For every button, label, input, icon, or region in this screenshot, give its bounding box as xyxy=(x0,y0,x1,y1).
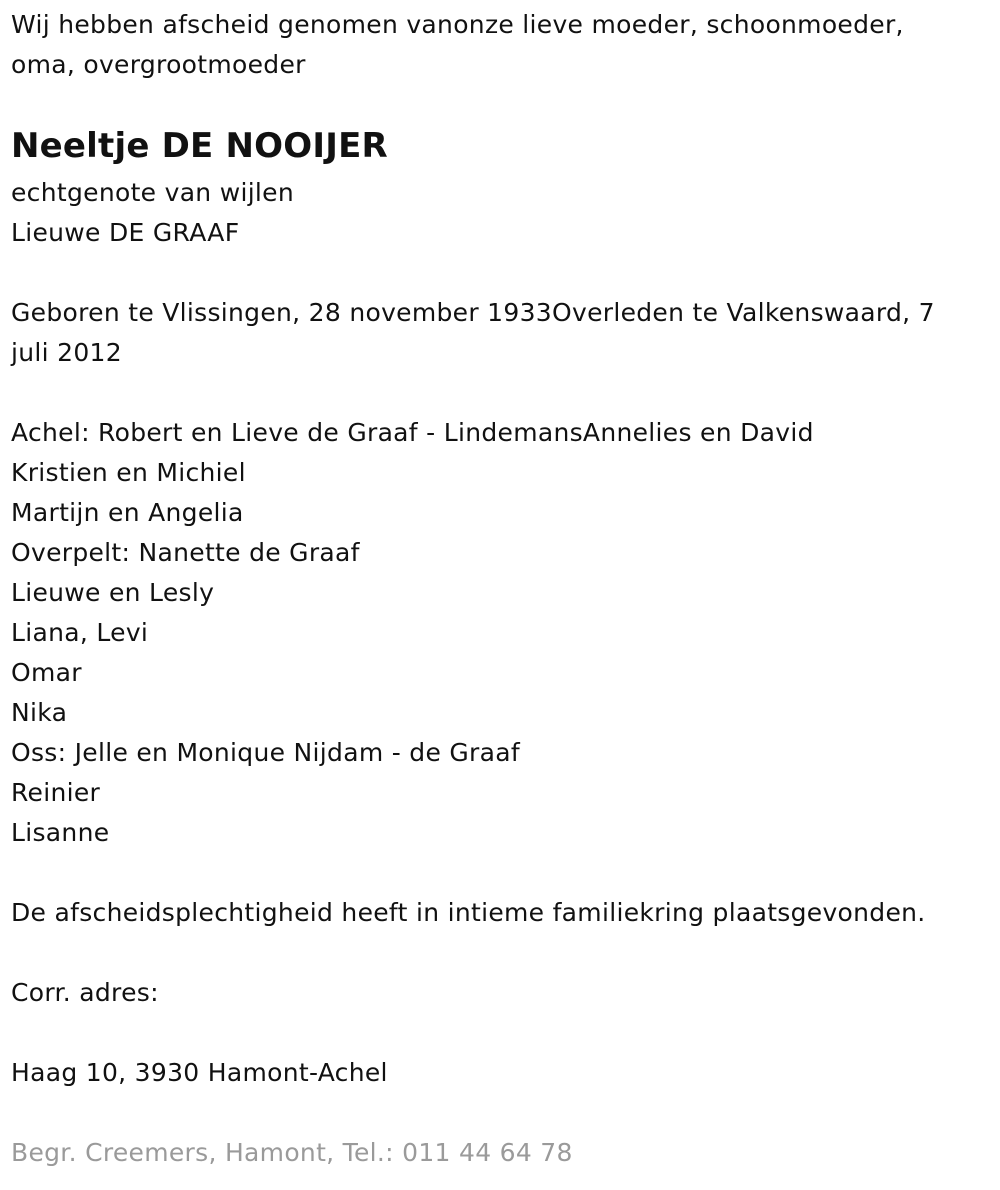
family-item: Liana, Levi xyxy=(11,618,149,647)
spouse-info xyxy=(11,173,294,253)
family-item: Lisanne xyxy=(11,818,110,847)
dates-line: Geboren te Vlissingen, 28 november 1933Overleden te Valkenswaard, 7 xyxy=(11,298,935,327)
family-item: Kristien en Michiel xyxy=(11,458,246,487)
spouse-line: echtgenote van wijlen xyxy=(11,178,295,207)
undertaker-footer: Begr. Creemers, Hamont, Tel.: 011 44 64 78 xyxy=(11,1138,573,1167)
birth-death-dates xyxy=(11,293,935,373)
spouse-line: Lieuwe DE GRAAF xyxy=(11,218,240,247)
family-item: Oss: Jelle en Monique Nijdam - de Graaf xyxy=(11,738,520,767)
ceremony-note: De afscheidsplechtigheid heeft in intieme familiekring plaatsgevonden. xyxy=(11,898,926,927)
family-item: Lieuwe en Lesly xyxy=(11,578,215,607)
family-item: Omar xyxy=(11,658,82,687)
intro-line: Wij hebben afscheid genomen vanonze lieve moeder, schoonmoeder, xyxy=(11,10,904,39)
family-item: Reinier xyxy=(11,778,101,807)
family-item: Overpelt: Nanette de Graaf xyxy=(11,538,360,567)
correspondence-label: Corr. adres: xyxy=(11,978,159,1007)
intro-line: oma, overgrootmoeder xyxy=(11,50,306,79)
deceased-name: Neeltje DE NOOIJER xyxy=(11,126,388,166)
family-item: Martijn en Angelia xyxy=(11,498,244,527)
correspondence-address: Haag 10, 3930 Hamont-Achel xyxy=(11,1058,388,1087)
dates-line: juli 2012 xyxy=(11,338,122,367)
family-item: Nika xyxy=(11,698,68,727)
family-list xyxy=(11,413,814,853)
intro-paragraph xyxy=(11,5,904,85)
family-item: Achel: Robert en Lieve de Graaf - LindemansAnnelies en David xyxy=(11,418,814,447)
